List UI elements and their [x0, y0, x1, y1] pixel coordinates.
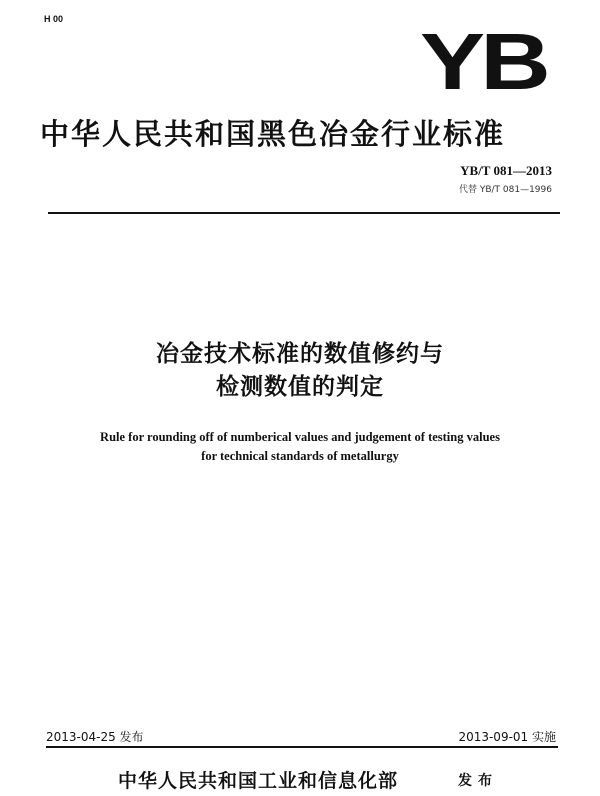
replaces-standard: 代替 YB/T 081—1996: [458, 185, 552, 195]
issuing-authority: 中华人民共和国工业和信息化部: [118, 770, 399, 792]
english-title: [0, 428, 600, 466]
standard-number: YB/T 081—2013: [460, 163, 552, 178]
chinese-title-line-2: 检测数值的判定: [216, 374, 384, 400]
english-title-line-2: for technical standards of metallurgy: [201, 449, 399, 463]
english-title-line-1: Rule for rounding off of numberical values and judgement of testing values: [100, 430, 500, 444]
footer-divider: [46, 746, 558, 748]
issue-date: 2013-04-25 发布: [46, 730, 144, 744]
yb-logo: YB: [420, 17, 546, 106]
industry-standard-title: 中华人民共和国黑色冶金行业标准: [40, 117, 506, 151]
publish-label: 发布: [458, 773, 498, 789]
classification-code: H 00: [44, 14, 64, 24]
chinese-title-line-1: 冶金技术标准的数值修约与: [156, 341, 444, 367]
implementation-date: 2013-09-01 实施: [458, 730, 556, 744]
chinese-title: [0, 338, 600, 404]
header-divider: [48, 212, 560, 214]
